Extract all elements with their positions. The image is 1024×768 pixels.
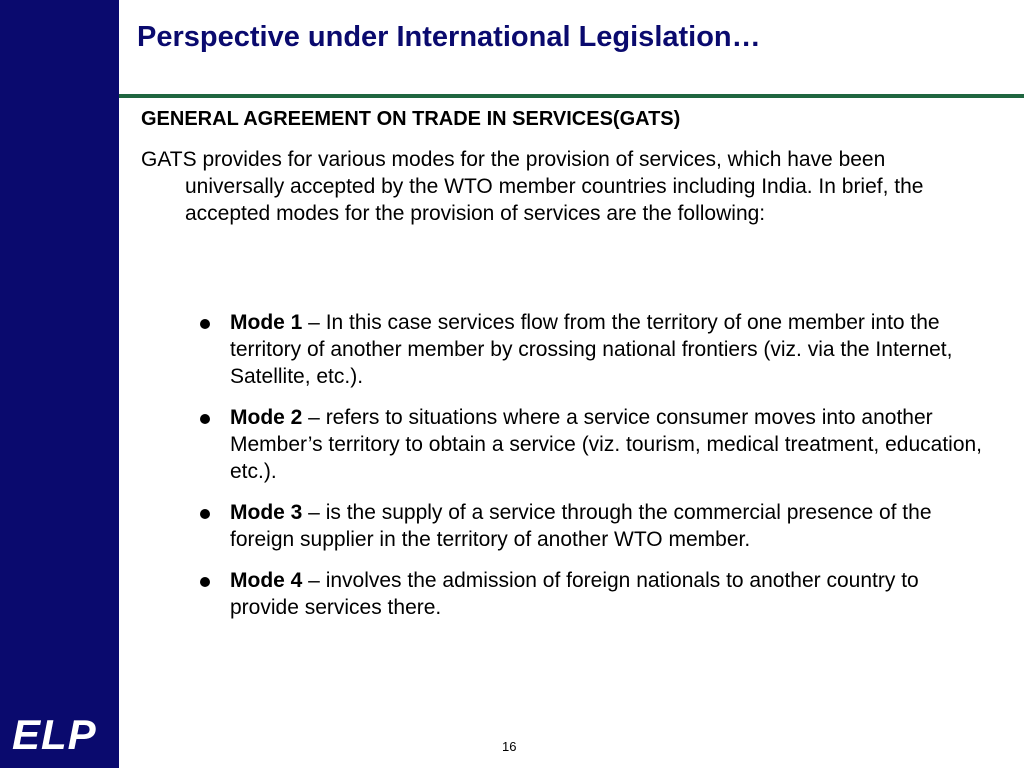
section-heading: GENERAL AGREEMENT ON TRADE IN SERVICES(GATS): [141, 108, 681, 130]
mode-item: [196, 309, 986, 390]
mode-item: [196, 404, 986, 485]
mode-description: – is the supply of a service through the commercial presence of the foreign supplier in the territory of another WTO member.: [230, 501, 932, 551]
mode-description: – In this case services flow from the territory of one member into the territory of another member by crossing national frontiers (viz. via the Internet, Satellite, etc.).: [230, 311, 953, 388]
mode-item: [196, 567, 986, 621]
title-divider: [119, 94, 1024, 98]
mode-name: Mode 1: [230, 311, 303, 334]
mode-name: Mode 2: [230, 406, 303, 429]
mode-name: Mode 3: [230, 501, 303, 524]
intro-paragraph: GATS provides for various modes for the provision of services, which have been universally accepted by the WTO member countries including India. In brief, the accepted modes for the provision of services are the following:: [141, 148, 924, 225]
modes-list: [196, 309, 986, 635]
bullet-icon: [200, 414, 210, 424]
bullet-icon: [200, 577, 210, 587]
page-number: 16: [502, 739, 517, 754]
elp-logo: ELP: [12, 711, 97, 758]
mode-name: Mode 4: [230, 569, 303, 592]
mode-description: – involves the admission of foreign nationals to another country to provide services there.: [230, 569, 919, 619]
slide-title: Perspective under International Legislation…: [137, 21, 761, 53]
mode-description: – refers to situations where a service consumer moves into another Member’s territory to obtain a service (viz. tourism, medical treatment, education, etc.).: [230, 406, 983, 483]
sidebar: [0, 0, 119, 768]
bullet-icon: [200, 509, 210, 519]
bullet-icon: [200, 319, 210, 329]
mode-item: [196, 499, 986, 553]
